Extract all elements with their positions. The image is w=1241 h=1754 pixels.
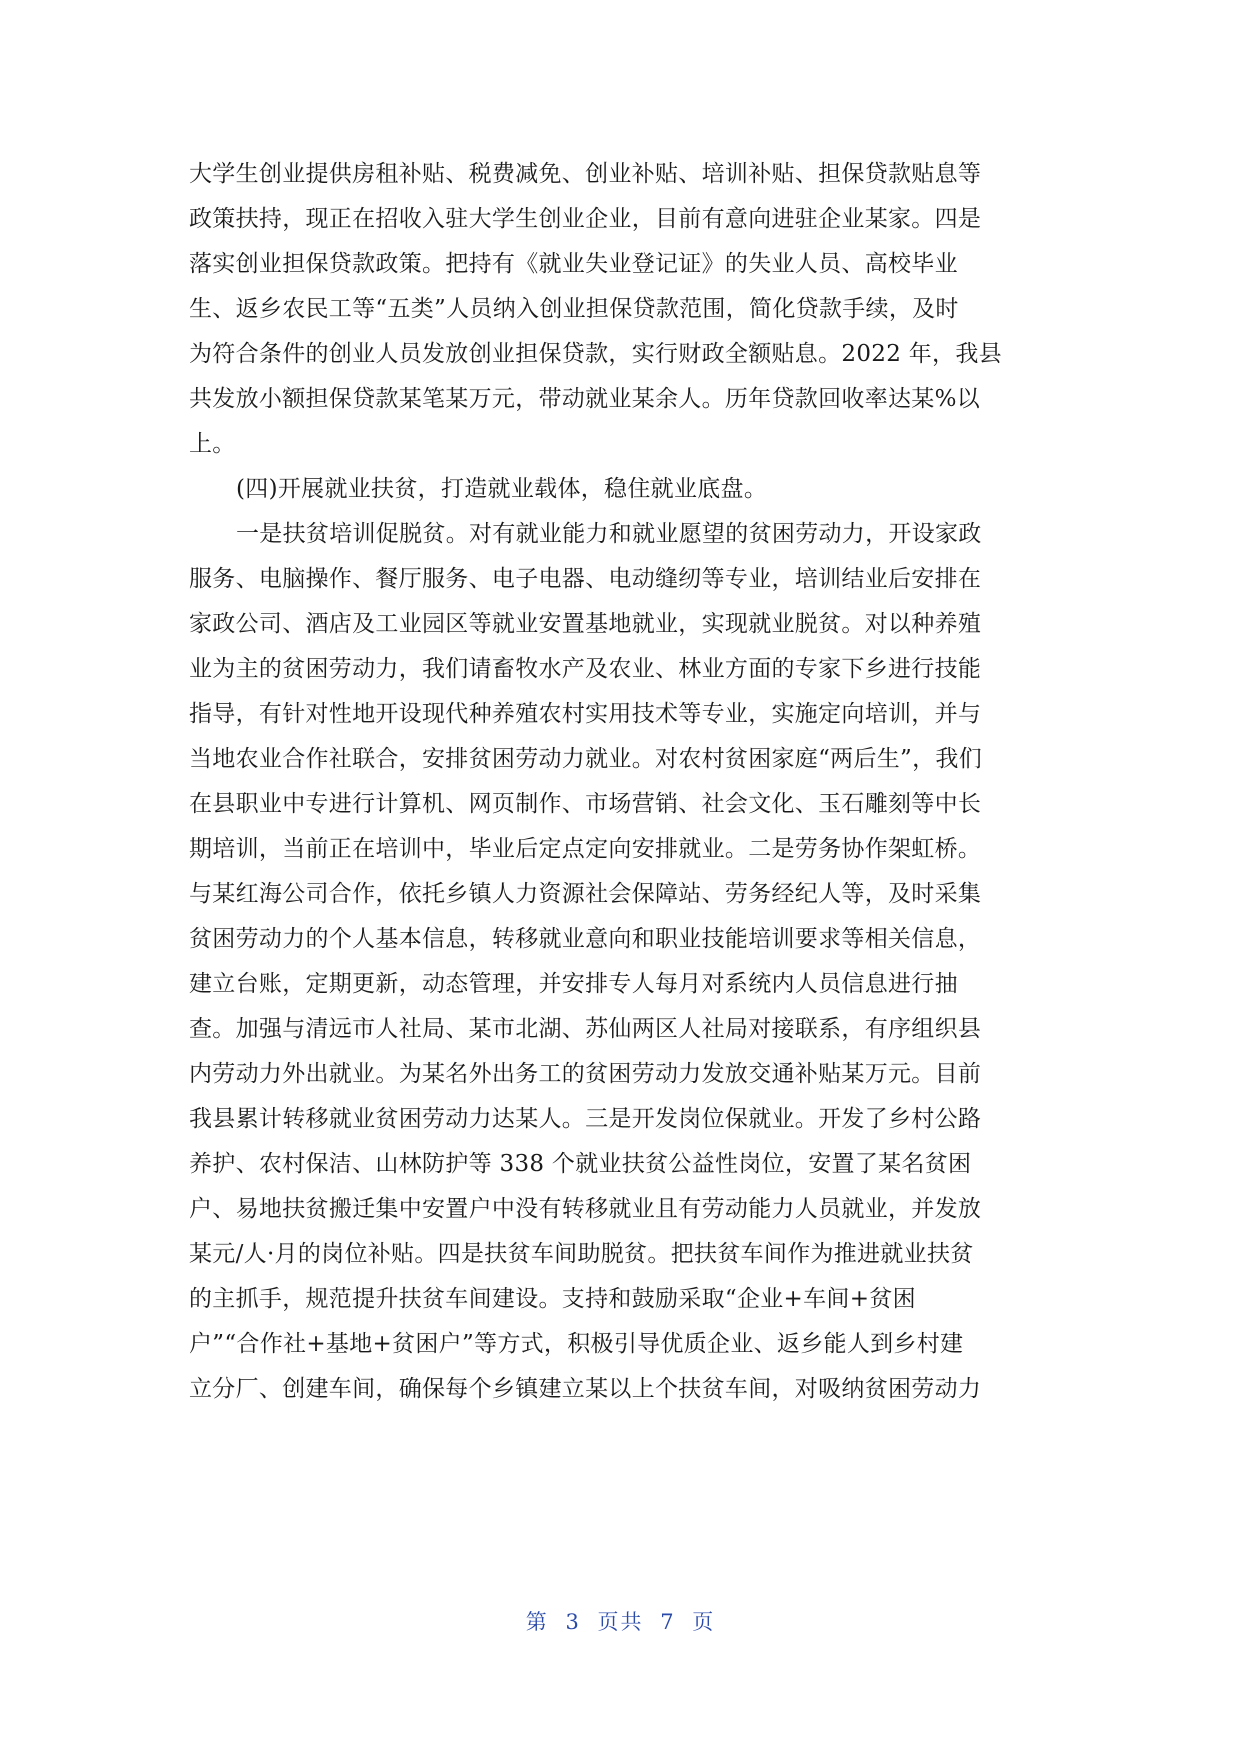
page-footer [0, 1606, 1241, 1636]
text-line: 为符合条件的创业人员发放创业担保贷款，实行财政全额贴息。2022 年，我县 [189, 341, 1002, 367]
text-line: 业为主的贫困劳动力，我们请畜牧水产及农业、林业方面的专家下乡进行技能 [189, 656, 982, 682]
text-line: 与某红海公司合作，依托乡镇人力资源社会保障站、劳务经纪人等，及时采集 [189, 881, 982, 907]
text-line: 在县职业中专进行计算机、网页制作、市场营销、社会文化、玉石雕刻等中长 [189, 791, 982, 817]
text-line: 内劳动力外出就业。为某名外出务工的贫困劳动力发放交通补贴某万元。目前 [189, 1061, 982, 1087]
text-line: 期培训，当前正在培训中，毕业后定点定向安排就业。二是劳务协作架虹桥。 [189, 836, 982, 862]
text-line: 养护、农村保洁、山林防护等 338 个就业扶贫公益性岗位，安置了某名贫困 [189, 1151, 972, 1177]
text-line: 共发放小额担保贷款某笔某万元，带动就业某余人。历年贷款回收率达某%以 [189, 386, 981, 412]
text-line: 上。 [189, 431, 236, 457]
text-line: 生、返乡农民工等“五类”人员纳入创业担保贷款范围，简化贷款手续，及时 [189, 296, 959, 322]
text-line: 户”“合作社+基地+贫困户”等方式，积极引导优质企业、返乡能人到乡村建 [189, 1331, 964, 1357]
text-line: 家政公司、酒店及工业园区等就业安置基地就业，实现就业脱贫。对以种养殖 [189, 611, 982, 637]
text-line: 某元/人·月的岗位补贴。四是扶贫车间助脱贫。把扶贫车间作为推进就业扶贫 [189, 1241, 974, 1267]
text-line: 一是扶贫培训促脱贫。对有就业能力和就业愿望的贫困劳动力，开设家政 [236, 521, 982, 547]
text-line: 我县累计转移就业贫困劳动力达某人。三是开发岗位保就业。开发了乡村公路 [189, 1106, 982, 1132]
text-line: 贫困劳动力的个人基本信息，转移就业意向和职业技能培训要求等相关信息， [189, 926, 982, 952]
document-body [189, 152, 1049, 1412]
text-line: 户、易地扶贫搬迁集中安置户中没有转移就业且有劳动能力人员就业，并发放 [189, 1196, 982, 1222]
text-line: 服务、电脑操作、餐厅服务、电子电器、电动缝纫等专业，培训结业后安排在 [189, 566, 982, 592]
text-line: 落实创业担保贷款政策。把持有《就业失业登记证》的失业人员、高校毕业 [189, 251, 958, 277]
text-line: 大学生创业提供房租补贴、税费减免、创业补贴、培训补贴、担保贷款贴息等 [189, 161, 982, 187]
page-label-prefix: 第 [525, 1610, 549, 1634]
text-line: 指导，有针对性地开设现代种养殖农村实用技术等专业，实施定向培训，并与 [189, 701, 982, 727]
total-pages-number: 7 [660, 1610, 676, 1634]
text-line: 建立台账，定期更新，动态管理，并安排专人每月对系统内人员信息进行抽 [189, 971, 958, 997]
text-line: 查。加强与清远市人社局、某市北湖、苏仙两区人社局对接联系，有序组织县 [189, 1016, 982, 1042]
current-page-number: 3 [565, 1610, 581, 1634]
section-heading: (四)开展就业扶贫，打造就业载体，稳住就业底盘。 [236, 476, 768, 502]
text-line: 立分厂、创建车间，确保每个乡镇建立某以上个扶贫车间，对吸纳贫困劳动力 [189, 1376, 982, 1402]
page-label-middle: 页共 [597, 1610, 644, 1634]
page-label-suffix: 页 [692, 1610, 716, 1634]
text-line: 的主抓手，规范提升扶贫车间建设。支持和鼓励采取“企业+车间+贫困 [189, 1286, 916, 1312]
text-line: 当地农业合作社联合，安排贫困劳动力就业。对农村贫困家庭“两后生”，我们 [189, 746, 983, 772]
text-line: 政策扶持，现正在招收入驻大学生创业企业，目前有意向进驻企业某家。四是 [189, 206, 982, 232]
